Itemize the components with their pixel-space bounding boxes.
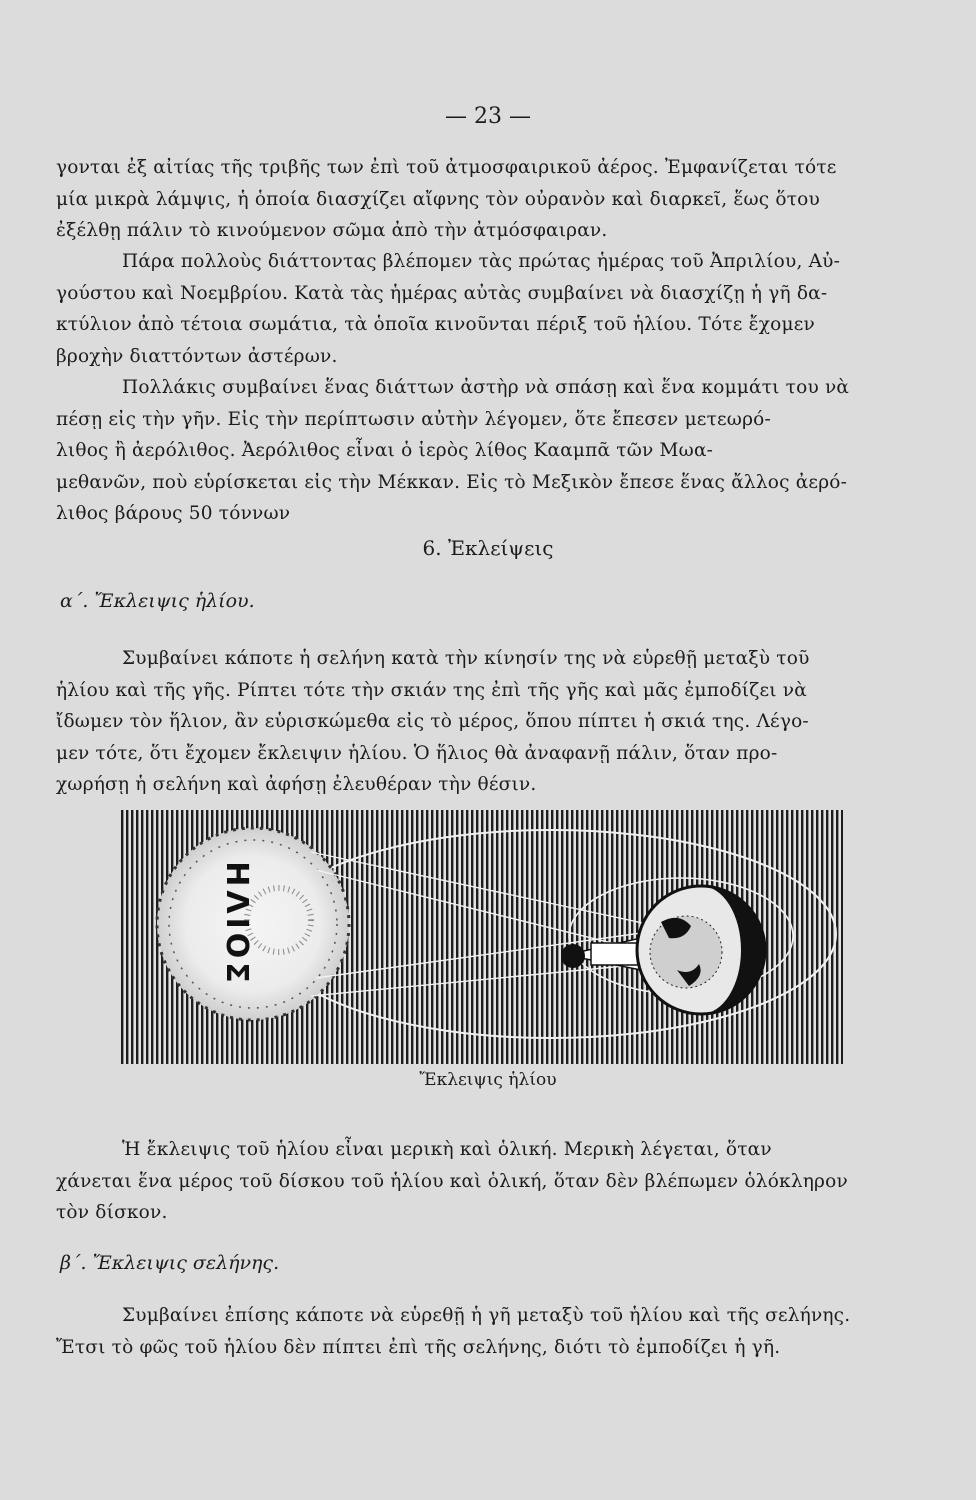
text-line: Ἔτσι τὸ φῶς τοῦ ἡλίου δὲν πίπτει ἐπὶ τῆς σελήνης, διότι τὸ ἐμποδίζει ἡ γῆ. xyxy=(56,1336,781,1358)
text-line: γονται ἐξ αἰτίας τῆς τριβῆς των ἐπὶ τοῦ ἀτμοσφαιρικοῦ ἀέρος. Ἐμφανίζεται τότε xyxy=(56,157,837,178)
figure-caption: Ἔκλειψις ἡλίου xyxy=(419,1070,557,1090)
text-line: Πάρα πολλοὺς διάττοντας βλέπομεν τὰς πρώτας ἡμέρας τοῦ Ἀπριλίου, Αὐ- xyxy=(122,251,841,272)
subheading-solar-eclipse: α΄. Ἔκλειψις ἡλίου. xyxy=(60,590,255,612)
text-line: λιθος ἢ ἀερόλιθος. Ἀερόλιθος εἶναι ὁ ἱερὸς λίθος Κααμπᾶ τῶν Μωα- xyxy=(56,440,714,461)
paragraph-meteor xyxy=(56,372,898,530)
text-line: Πολλάκις συμβαίνει ἕνας διάττων ἀστὴρ νὰ σπάσῃ καὶ ἕνα κομμάτι του νὰ xyxy=(122,377,850,398)
text-line: βροχὴν διαττόντων ἀστέρων. xyxy=(56,345,338,367)
text-line: χωρήσῃ ἡ σελήνη καὶ ἀφήσῃ ἐλευθέραν τὴν θέσιν. xyxy=(56,774,537,795)
page-number: — 23 — xyxy=(445,104,531,129)
paragraph-solar-eclipse xyxy=(56,643,898,801)
text-line: τὸν δίσκον. xyxy=(56,1202,168,1223)
earth-icon xyxy=(637,886,765,1014)
paragraph-partial-total xyxy=(56,1134,898,1229)
paragraph-april xyxy=(56,246,898,372)
text-line: Συμβαίνει ἐπίσης κάποτε νὰ εὑρεθῇ ἡ γῆ μεταξὺ τοῦ ἡλίου καὶ τῆς σελήνης. xyxy=(122,1305,851,1326)
subheading-lunar-eclipse: β΄. Ἔκλειψις σελήνης. xyxy=(60,1252,280,1274)
text-line: γούστου καὶ Νοεμβρίου. Κατὰ τὰς ἡμέρας αὐτὰς συμβαίνει νὰ διασχίζῃ ἡ γῆ δα- xyxy=(56,282,828,304)
text-line: ἡλίου καὶ τῆς γῆς. Ρίπτει τότε τὴν σκιάν της ἐπὶ τῆς γῆς καὶ μᾶς ἐμποδίζει νὰ xyxy=(56,679,807,701)
text-line: ἐξέλθῃ πάλιν τὸ κινούμενον σῶμα ἀπὸ τὴν ἀτμόσφαιραν. xyxy=(56,220,608,241)
section-title: 6. Ἐκλείψεις xyxy=(422,536,554,560)
text-line: Ἡ ἔκλειψις τοῦ ἡλίου εἶναι μερικὴ καὶ ὁλική. Μερικὴ λέγεται, ὅταν xyxy=(122,1139,772,1160)
text-line: πέσῃ εἰς τὴν γῆν. Εἰς τὴν περίπτωσιν αὐτὴν λέγομεν, ὅτε ἔπεσεν μετεωρό- xyxy=(56,408,771,430)
text-line: μεν τότε, ὅτι ἔχομεν ἔκλειψιν ἡλίου. Ὁ ἥλιος θὰ ἀναφανῇ πάλιν, ὅταν προ- xyxy=(56,742,778,764)
text-line: μεθανῶν, ποὺ εὑρίσκεται εἰς τὴν Μέκκαν. Εἰς τὸ Μεξικὸν ἔπεσε ἕνας ἄλλος ἀερό- xyxy=(56,471,848,493)
text-line: λιθος βάρους 50 τόννων xyxy=(56,503,291,524)
sun-label: ΗΛΙΟΣ xyxy=(219,861,254,987)
paragraph-lunar-eclipse xyxy=(56,1300,898,1363)
text-line: μία μικρὰ λάμψις, ἡ ὁποία διασχίζει αἴφνης τὸν οὐρανὸν καὶ διαρκεῖ, ἕως ὅτου xyxy=(56,188,820,210)
intro-paragraph xyxy=(56,152,898,247)
text-line: ἴδωμεν τὸν ἥλιον, ἂν εὑρισκώμεθα εἰς τὸ μέρος, ὅπου πίπτει ἡ σκιά της. Λέγο- xyxy=(56,711,809,732)
text-line: Συμβαίνει κάποτε ἡ σελήνη κατὰ τὴν κίνησίν της νὰ εὑρεθῇ μεταξὺ τοῦ xyxy=(122,648,810,669)
solar-eclipse-figure xyxy=(121,810,843,1064)
text-line: κτύλιον ἀπὸ τέτοια σωμάτια, τὰ ὁποῖα κινοῦνται πέριξ τοῦ ἡλίου. Τότε ἔχομεν xyxy=(56,314,815,335)
text-line: χάνεται ἕνα μέρος τοῦ δίσκου τοῦ ἡλίου καὶ ὁλική, ὅταν δὲν βλέπωμεν ὁλόκληρον xyxy=(56,1170,848,1192)
